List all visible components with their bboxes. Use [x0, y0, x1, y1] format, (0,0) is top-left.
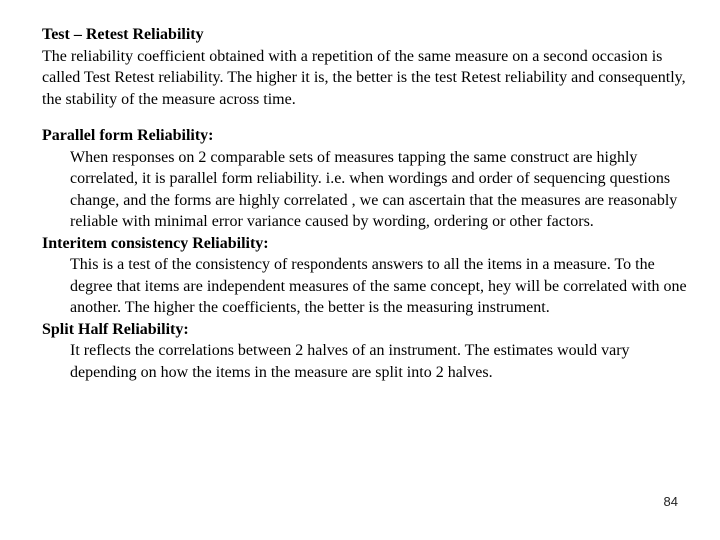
section-spacer: [42, 110, 692, 125]
page-number: 84: [663, 494, 678, 509]
split-half-body: It reflects the correlations between 2 halves of an instrument. The estimates would vary depending on how the items in the measure are split into 2 halves.: [70, 342, 630, 381]
parallel-form-heading: Parallel form Reliability:: [42, 127, 214, 144]
test-retest-body: The reliability coefficient obtained with a repetition of the same measure on a second occasion is called Test Retest reliability. The higher it is, the better is the test Retest reliability and consequently, the stability of the measure across time.: [42, 47, 686, 108]
slide-content: [42, 24, 692, 383]
split-half-heading: Split Half Reliability:: [42, 320, 189, 338]
interitem-body: This is a test of the consistency of respondents answers to all the items in a measure. To the degree that items are independent measures of the same concept, hey will be correlated with one another. The higher the coefficients, the better is the measuring instrument.: [70, 256, 687, 316]
test-retest-heading: Test – Retest Reliability: [42, 26, 204, 43]
interitem-heading: Interitem consistency Reliability:: [42, 234, 269, 252]
parallel-form-body: When responses on 2 comparable sets of measures tapping the same construct are highly correlated, it is parallel form reliability. i.e. when wordings and order of sequencing questions change, and the forms are highly correlated , we can ascertain that the measures are reasonably reliable with minimal error variance caused by wording, ordering or other factors.: [70, 148, 678, 230]
